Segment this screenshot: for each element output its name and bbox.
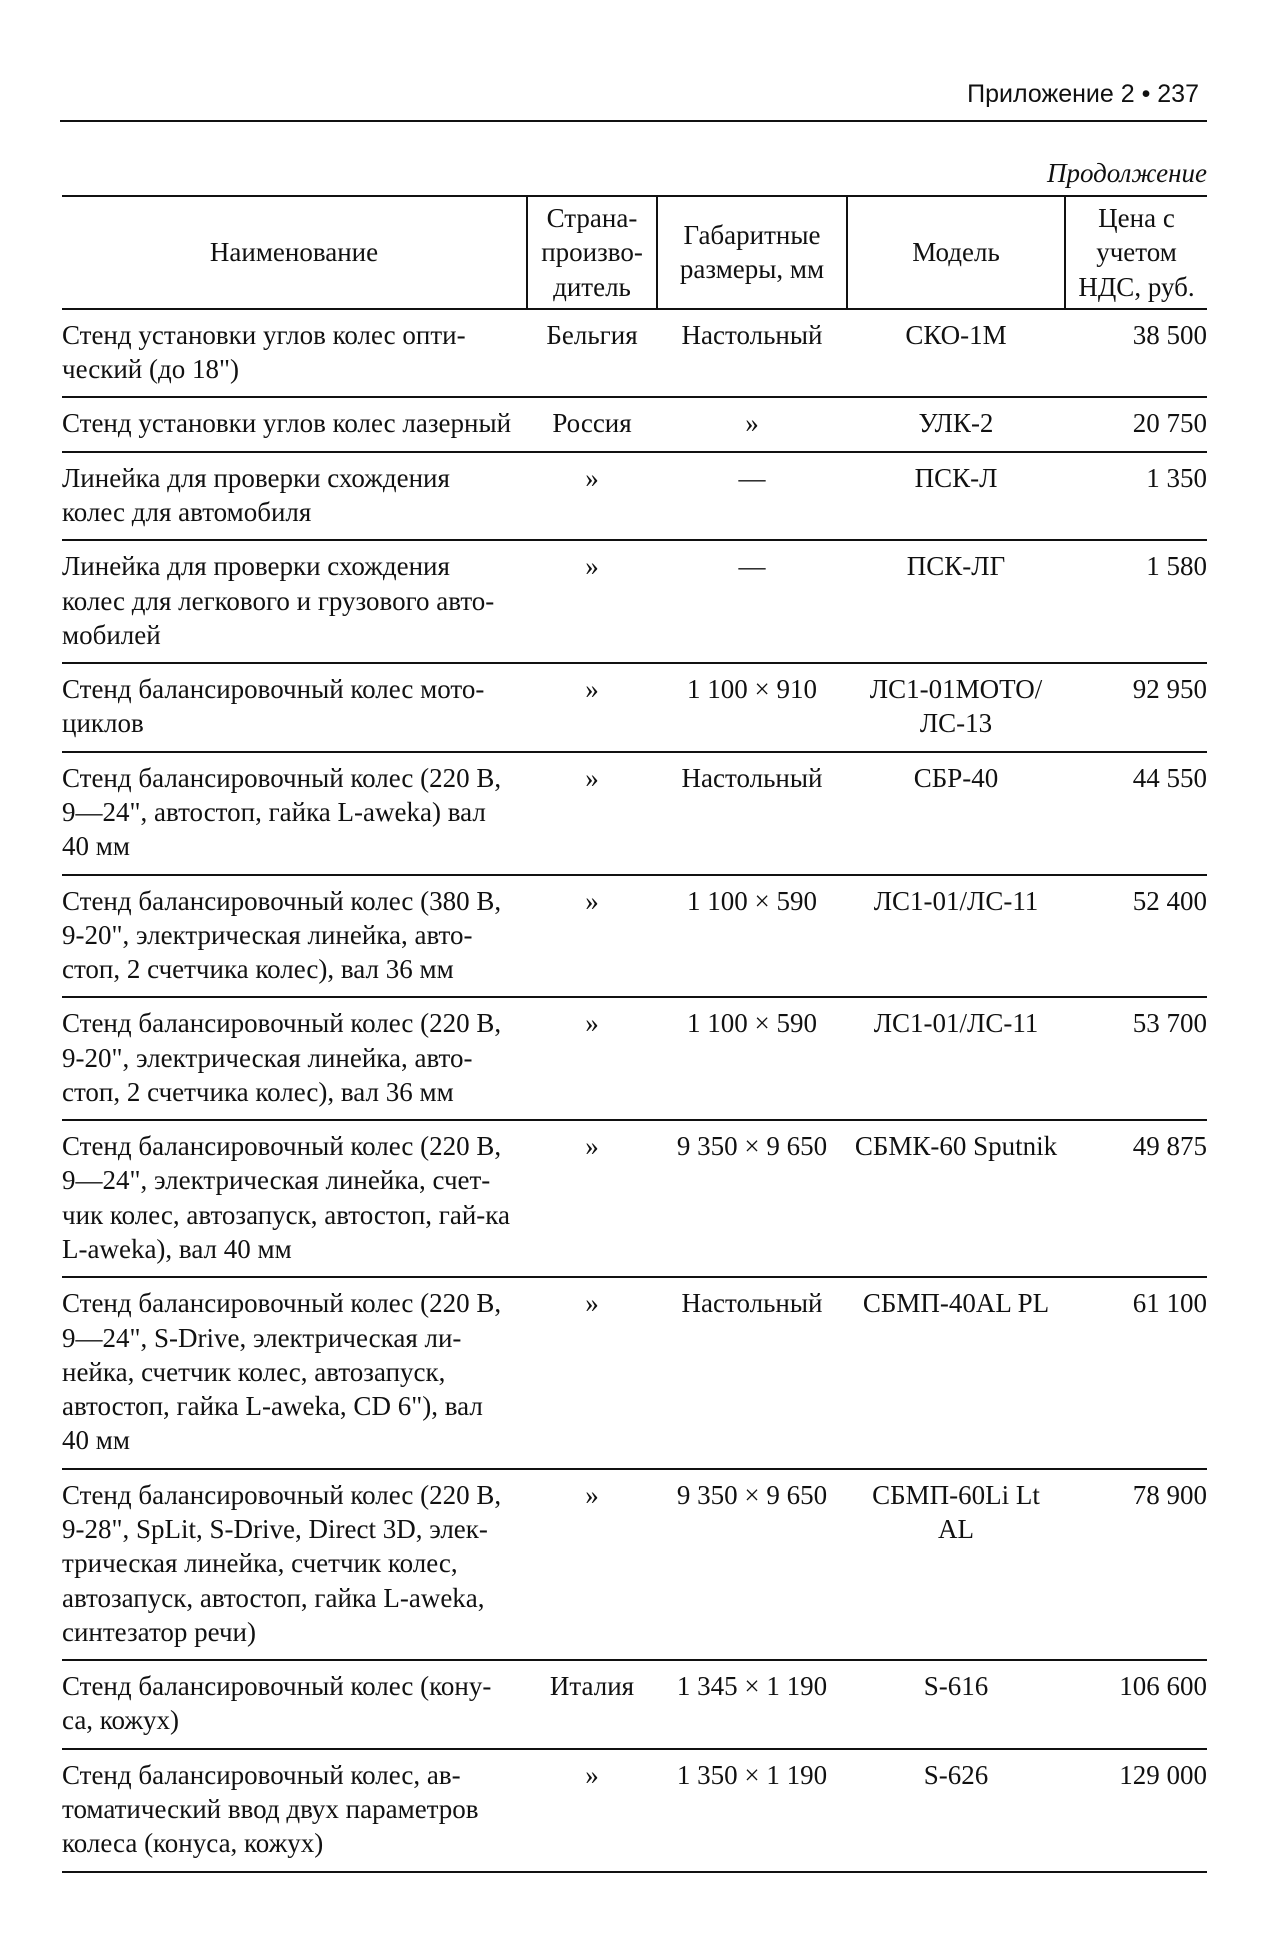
cell-name: Стенд балансировочный колес (380 В, 9-20", электрическая линейка, авто-стоп, 2 счетчика колес), вал 36 мм (62, 875, 527, 998)
cell-model: СБМК-60 Sputnik (847, 1120, 1065, 1277)
cell-price: 44 550 (1065, 752, 1207, 875)
cell-dims: — (657, 452, 847, 541)
cell-country: » (527, 1277, 657, 1468)
cell-price: 61 100 (1065, 1277, 1207, 1468)
cell-name: Стенд балансировочный колес (220 В, 9-20", электрическая линейка, авто-стоп, 2 счетчика колес), вал 36 мм (62, 997, 527, 1120)
cell-dims: 9 350 × 9 650 (657, 1120, 847, 1277)
cell-price: 52 400 (1065, 875, 1207, 998)
running-head-text: Приложение 2 • 237 (967, 80, 1199, 108)
cell-price: 20 750 (1065, 397, 1207, 451)
cell-name: Линейка для проверки схождения колес для легкового и грузового авто-мобилей (62, 540, 527, 663)
cell-model: СКО-1М (847, 309, 1065, 398)
cell-name: Стенд балансировочный колес (220 В, 9-28", SpLit, S-Drive, Direct 3D, элек-трическая линейка, счетчик колес, автозапуск, автостоп, гайка L-aweka, синтезатор речи) (62, 1469, 527, 1660)
cell-country: » (527, 452, 657, 541)
cell-country: » (527, 1749, 657, 1872)
cell-price: 92 950 (1065, 663, 1207, 752)
cell-dims: 1 100 × 590 (657, 997, 847, 1120)
cell-price: 53 700 (1065, 997, 1207, 1120)
cell-price: 38 500 (1065, 309, 1207, 398)
cell-name: Стенд установки углов колес опти-ческий (до 18") (62, 309, 527, 398)
cell-dims: Настольный (657, 1277, 847, 1468)
cell-country: » (527, 997, 657, 1120)
header-price: Цена с учетом НДС, руб. (1065, 196, 1207, 309)
table-row (62, 1469, 1207, 1660)
cell-model: УЛК-2 (847, 397, 1065, 451)
cell-dims: » (657, 397, 847, 451)
header-model: Модель (847, 196, 1065, 309)
cell-price: 106 600 (1065, 1660, 1207, 1749)
cell-name: Стенд установки углов колес лазерный (62, 397, 527, 451)
table-row (62, 540, 1207, 663)
table-header-row (62, 196, 1207, 309)
cell-dims: — (657, 540, 847, 663)
cell-dims: Настольный (657, 752, 847, 875)
cell-name: Стенд балансировочный колес мото-циклов (62, 663, 527, 752)
price-table (62, 195, 1207, 1873)
cell-name: Стенд балансировочный колес, ав-томатический ввод двух параметров колеса (конуса, кожух) (62, 1749, 527, 1872)
table-row (62, 1277, 1207, 1468)
cell-name: Линейка для проверки схождения колес для автомобиля (62, 452, 527, 541)
cell-dims: 1 100 × 910 (657, 663, 847, 752)
cell-country: » (527, 1120, 657, 1277)
cell-dims: 9 350 × 9 650 (657, 1469, 847, 1660)
cell-model: ЛС1-01МОТО/ ЛС-13 (847, 663, 1065, 752)
cell-country: » (527, 875, 657, 998)
table-row (62, 663, 1207, 752)
cell-name: Стенд балансировочный колес (220 В, 9—24", электрическая линейка, счет-чик колес, автозапуск, автостоп, гай-ка L-aweka), вал 40 мм (62, 1120, 527, 1277)
table-row (62, 1660, 1207, 1749)
header-dims: Габаритные размеры, мм (657, 196, 847, 309)
table-row (62, 752, 1207, 875)
cell-country: » (527, 540, 657, 663)
cell-price: 129 000 (1065, 1749, 1207, 1872)
continuation-label: Продолжение (1046, 158, 1207, 188)
table-row (62, 1120, 1207, 1277)
table-row (62, 397, 1207, 451)
cell-dims: 1 350 × 1 190 (657, 1749, 847, 1872)
cell-country: » (527, 752, 657, 875)
table-row (62, 875, 1207, 998)
cell-country: Италия (527, 1660, 657, 1749)
table-row (62, 997, 1207, 1120)
cell-name: Стенд балансировочный колес (220 В, 9—24", S-Drive, электрическая ли-нейка, счетчик колес, автозапуск, автостоп, гайка L-aweka, CD 6"), вал 40 мм (62, 1277, 527, 1468)
table-row (62, 1749, 1207, 1872)
cell-model: S-616 (847, 1660, 1065, 1749)
cell-model: ПСК-Л (847, 452, 1065, 541)
table-row (62, 309, 1207, 398)
cell-country: Россия (527, 397, 657, 451)
running-head (60, 80, 1207, 122)
cell-country: » (527, 1469, 657, 1660)
header-country: Страна-произво-дитель (527, 196, 657, 309)
cell-price: 49 875 (1065, 1120, 1207, 1277)
header-name: Наименование (62, 196, 527, 309)
cell-model: ЛС1-01/ЛС-11 (847, 875, 1065, 998)
cell-model: СБМП-60Li Lt AL (847, 1469, 1065, 1660)
cell-dims: 1 345 × 1 190 (657, 1660, 847, 1749)
cell-model: ПСК-ЛГ (847, 540, 1065, 663)
cell-country: Бельгия (527, 309, 657, 398)
cell-dims: 1 100 × 590 (657, 875, 847, 998)
cell-dims: Настольный (657, 309, 847, 398)
cell-model: S-626 (847, 1749, 1065, 1872)
cell-name: Стенд балансировочный колес (кону-са, кожух) (62, 1660, 527, 1749)
cell-model: СБР-40 (847, 752, 1065, 875)
cell-model: СБМП-40AL PL (847, 1277, 1065, 1468)
cell-price: 1 350 (1065, 452, 1207, 541)
table-row (62, 452, 1207, 541)
cell-price: 78 900 (1065, 1469, 1207, 1660)
cell-model: ЛС1-01/ЛС-11 (847, 997, 1065, 1120)
cell-name: Стенд балансировочный колес (220 В, 9—24", автостоп, гайка L-aweka) вал 40 мм (62, 752, 527, 875)
cell-price: 1 580 (1065, 540, 1207, 663)
cell-country: » (527, 663, 657, 752)
